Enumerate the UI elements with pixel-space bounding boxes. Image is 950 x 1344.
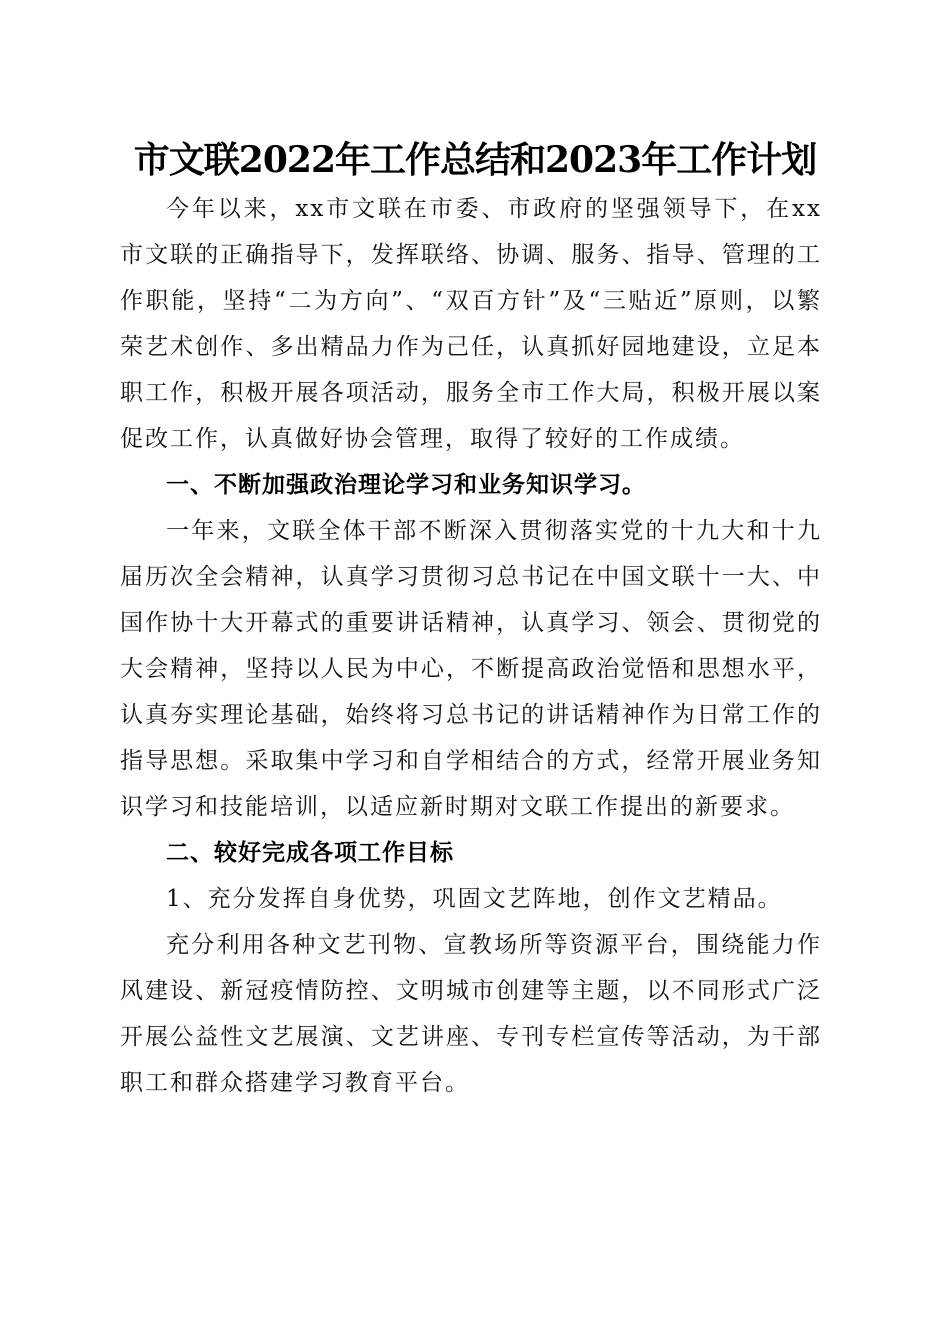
section-heading-2: 二、较好完成各项工作目标	[166, 840, 454, 866]
document-title: 市文联2022年工作总结和2023年工作计划	[133, 139, 817, 181]
section-heading-1: 一、不断加强政治理论学习和业务知识学习。	[166, 472, 646, 498]
subsection-heading-1: 1、充分发挥自身优势，巩固文艺阵地，创作文艺精品。	[166, 886, 783, 912]
section-1-paragraph: 一年来，文联全体干部不断深入贯彻落实党的十九大和十九届历次全会精神，认真学习贯彻习总书记在中国文联十一大、中国作协十大开幕式的重要讲话精神，认真学习、领会、贯彻党的大会精神，坚持以人民为中心，不断提高政治觉悟和思想水平，认真夯实理论基础，始终将习总书记的讲话精神作为日常工作的指导思想。采取集中学习和自学相结合的方式，经常开展业务知识学习和技能培训，以适应新时期对文联工作提出的新要求。	[120, 518, 822, 820]
intro-paragraph: 今年以来，xx市文联在市委、市政府的坚强领导下，在xx市文联的正确指导下，发挥联络、协调、服务、指导、管理的工作职能，坚持“二为方向”、“双百方针”及“三贴近”原则，以繁荣艺术创作、多出精品力作为己任，认真抓好园地建设，立足本职工作，积极开展各项活动，服务全市工作大局，积极开展以案促改工作，认真做好协会管理，取得了较好的工作成绩。	[120, 196, 822, 452]
document-body	[120, 186, 822, 1106]
subsection-1-paragraph: 充分利用各种文艺刊物、宣教场所等资源平台，围绕能力作风建设、新冠疫情防控、文明城市创建等主题，以不同形式广泛开展公益性文艺展演、文艺讲座、专刊专栏宣传等活动，为干部职工和群众搭建学习教育平台。	[120, 932, 822, 1096]
